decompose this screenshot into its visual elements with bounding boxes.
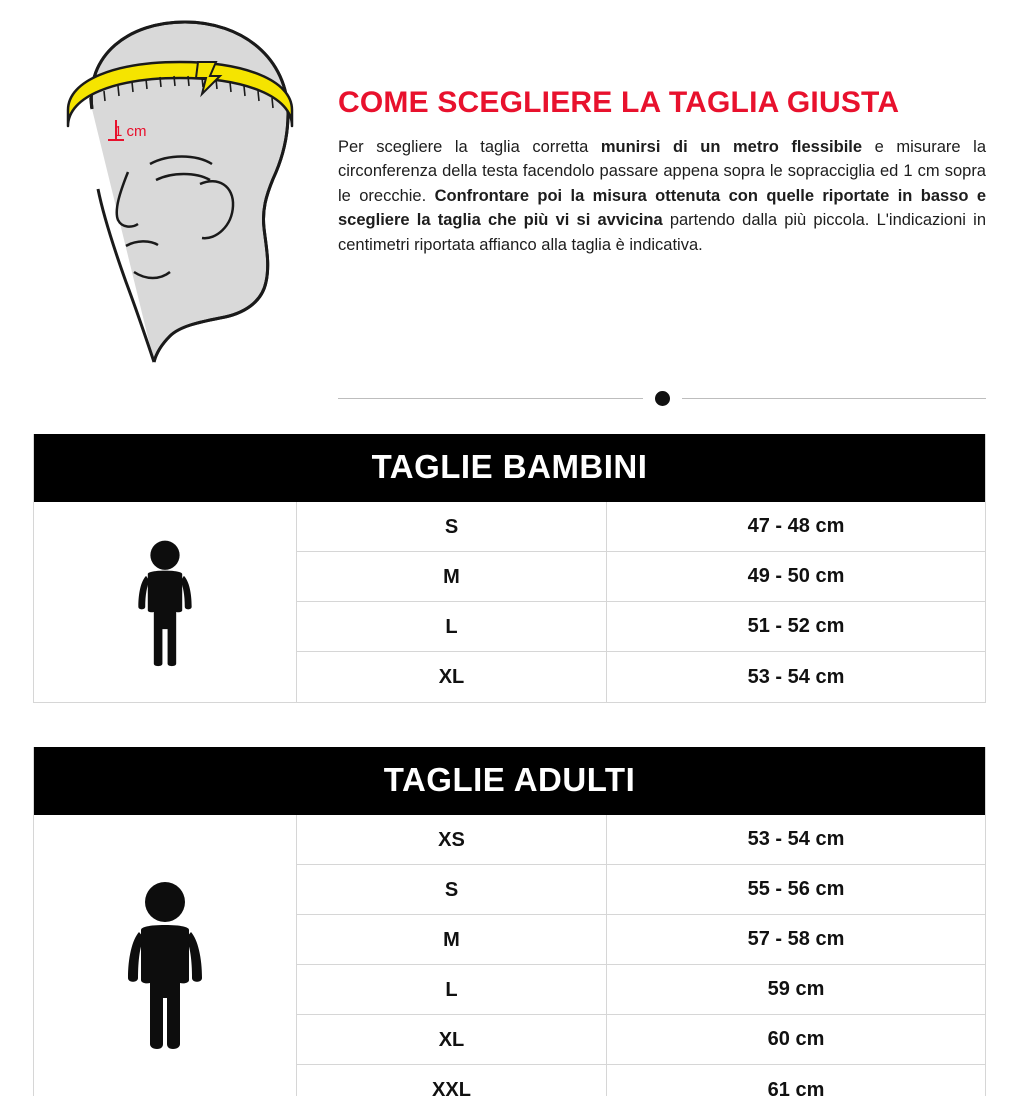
table-row	[297, 502, 985, 552]
table-row	[297, 602, 985, 652]
adults-measure-0: 53 - 54 cm	[747, 828, 845, 850]
intro-text-2: e misurare la circonferenza della testa facendolo passare appena sopra le sopracciglia ed 1 cm sopra le orecchie.	[338, 138, 986, 205]
adults-measure-3: 59 cm	[767, 978, 825, 1000]
kids-measure-0: 47 - 48 cm	[747, 515, 845, 537]
kids-rows	[297, 502, 985, 702]
tape-label: 1 cm	[114, 123, 147, 140]
adults-measure-2: 57 - 58 cm	[747, 928, 845, 950]
table-row	[297, 1015, 985, 1065]
adults-size-2: M	[297, 915, 607, 965]
adults-size-1: S	[297, 865, 607, 915]
one-cm-dimension	[108, 120, 147, 140]
child-figure-icon	[34, 502, 297, 702]
intro-text-3: partendo dalla più piccola. L'indicazioni in centimetri riportata affianco alla taglia è indicativa.	[338, 211, 986, 254]
kids-measure-1: 49 - 50 cm	[747, 565, 845, 587]
intro-text-block	[330, 10, 986, 257]
kids-size-1: M	[297, 552, 607, 602]
adults-size-3: L	[297, 965, 607, 1015]
kids-size-table	[33, 434, 986, 703]
intro-paragraph	[338, 135, 986, 257]
table-row	[297, 652, 985, 702]
head-measurement-illustration	[30, 10, 330, 369]
kids-size-0: S	[297, 502, 607, 552]
intro-bold-1: munirsi di un metro flessibile	[600, 138, 863, 156]
head-diagram-icon	[30, 14, 330, 364]
kids-size-3: XL	[297, 652, 607, 702]
intro-section	[0, 0, 1024, 369]
intro-bold-2: Confrontare poi la misura ottenuta con quelle riportate in basso e scegliere la taglia che più vi si avvicina	[338, 186, 986, 230]
kids-table-title: TAGLIE BAMBINI	[34, 434, 985, 502]
kids-measure-2: 51 - 52 cm	[747, 615, 845, 637]
adults-table-title: TAGLIE ADULTI	[34, 747, 985, 815]
page-title: COME SCEGLIERE LA TAGLIA GIUSTA	[338, 86, 900, 119]
adults-size-5: XXL	[297, 1065, 607, 1096]
adults-rows	[297, 815, 985, 1096]
divider-line-left	[338, 398, 643, 399]
kids-size-2: L	[297, 602, 607, 652]
table-row	[297, 915, 985, 965]
table-row	[297, 865, 985, 915]
divider-dot	[655, 391, 670, 406]
kids-measure-3: 53 - 54 cm	[747, 665, 845, 688]
table-row	[297, 965, 985, 1015]
divider-line-right	[682, 398, 987, 399]
table-row	[297, 815, 985, 865]
adults-size-0: XS	[297, 815, 607, 865]
adults-size-4: XL	[297, 1015, 607, 1065]
adults-measure-1: 55 - 56 cm	[747, 878, 845, 900]
table-row	[297, 1065, 985, 1096]
section-divider	[338, 391, 986, 406]
intro-text-1: Per scegliere la taglia corretta	[338, 138, 601, 156]
table-row	[297, 552, 985, 602]
child-figure-glyph	[122, 538, 208, 667]
adult-figure-glyph	[115, 880, 215, 1050]
adult-figure-icon	[34, 815, 297, 1096]
adults-measure-5: 61 cm	[767, 1078, 825, 1096]
adults-size-table	[33, 747, 986, 1096]
adults-measure-4: 60 cm	[767, 1028, 825, 1050]
